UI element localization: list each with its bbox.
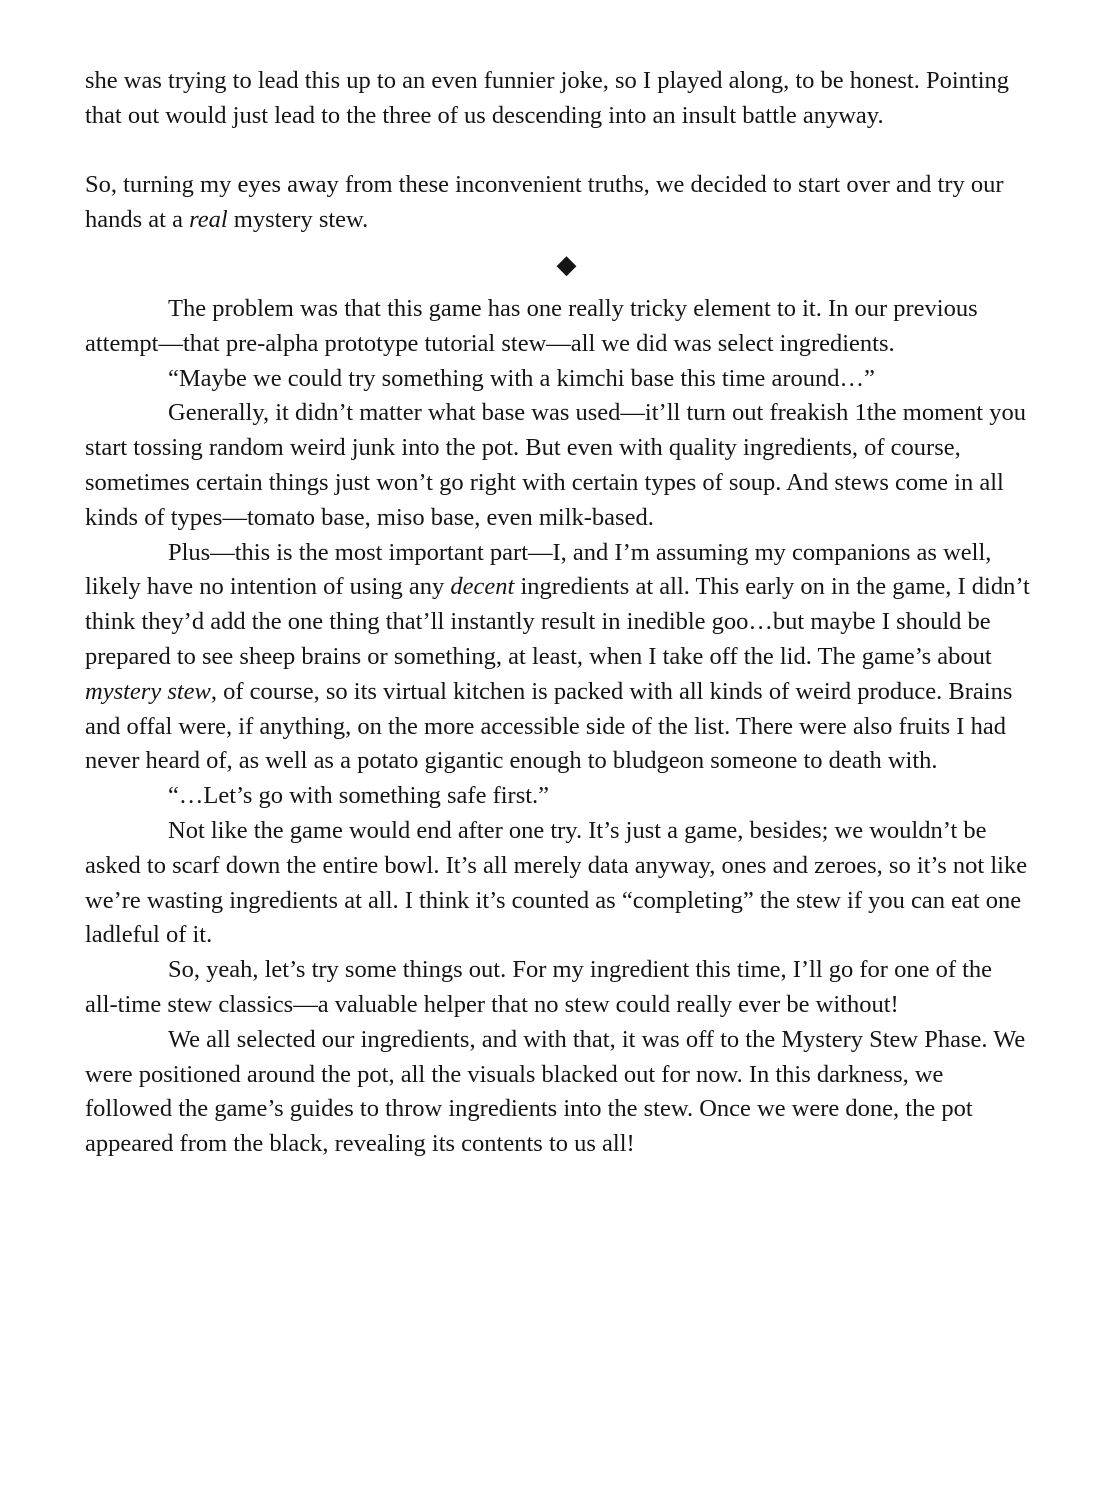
paragraph: So, yeah, let’s try some things out. For my ingredient this time, I’ll go for one of the all-time stew classics—a valuable helper that no stew could really ever be without! [85, 956, 993, 1018]
paragraph: Not like the game would end after one try. It’s just a game, besides; we wouldn’t be asked to scarf down the entire bowl. It’s all merely data anyway, ones and zeroes, so it’s not like we’re wasting ingredients at all. I think it’s counted as “completing” the stew if you can eat one ladleful of it. [85, 816, 1028, 949]
section-divider-icon: ◆ [556, 249, 577, 279]
body-text [85, 64, 1030, 1162]
paragraph: Generally, it didn’t matter what base was used—it’ll turn out freakish 1the moment you start tossing random weird junk into the pot. But even with quality ingredients, of course, sometimes certain things just won’t go right with certain types of soup. And stews come in all kinds of types—tomato base, miso base, even milk-based. [85, 399, 1026, 531]
paragraph: she was trying to lead this up to an even funnier joke, so I played along, to be honest. Pointing that out would just lead to the three of us descending into an insult battle anyway. [85, 67, 1010, 129]
paragraph: The problem was that this game has one really tricky element to it. In our previous attempt—that pre-alpha prototype tutorial stew—all we did was select ingredients. [85, 294, 978, 357]
paragraph: Plus—this is the most important part—I, and I’m assuming my companions as well, likely have no intention of using any decent ingredients at all. This early on in the game, I didn’t think they’d add the one thing that’ll instantly result in inedible goo…but maybe I should be prepared to see sheep brains or something, at least, when I take off the lid. The game’s about mystery stew, of course, so its virtual kitchen is packed with all kinds of weird produce. Brains and offal were, if anything, on the more accessible side of the list. There were also fruits I had never heard of, as well as a potato gigantic enough to bludgeon someone to death with. [85, 538, 1030, 775]
emphasis: mystery stew [85, 677, 211, 705]
paragraph: We all selected our ingredients, and with that, it was off to the Mystery Stew Phase. We were positioned around the pot, all the visuals blacked out for now. In this darkness, we followed the game’s guides to throw ingredients into the stew. Once we were done, the pot appeared from the black, revealing its contents to us all! [85, 1025, 1026, 1158]
paragraph-gap [85, 134, 1030, 169]
dialogue-line: “…Let’s go with something safe first.” [168, 782, 550, 810]
dialogue-line: “Maybe we could try something with a kimchi base this time around…” [168, 364, 875, 392]
emphasis: real [189, 206, 228, 234]
emphasis: decent [450, 573, 515, 601]
paragraph: So, turning my eyes away from these inconvenient truths, we decided to start over and try our hands at a real mystery stew. [85, 171, 1004, 234]
